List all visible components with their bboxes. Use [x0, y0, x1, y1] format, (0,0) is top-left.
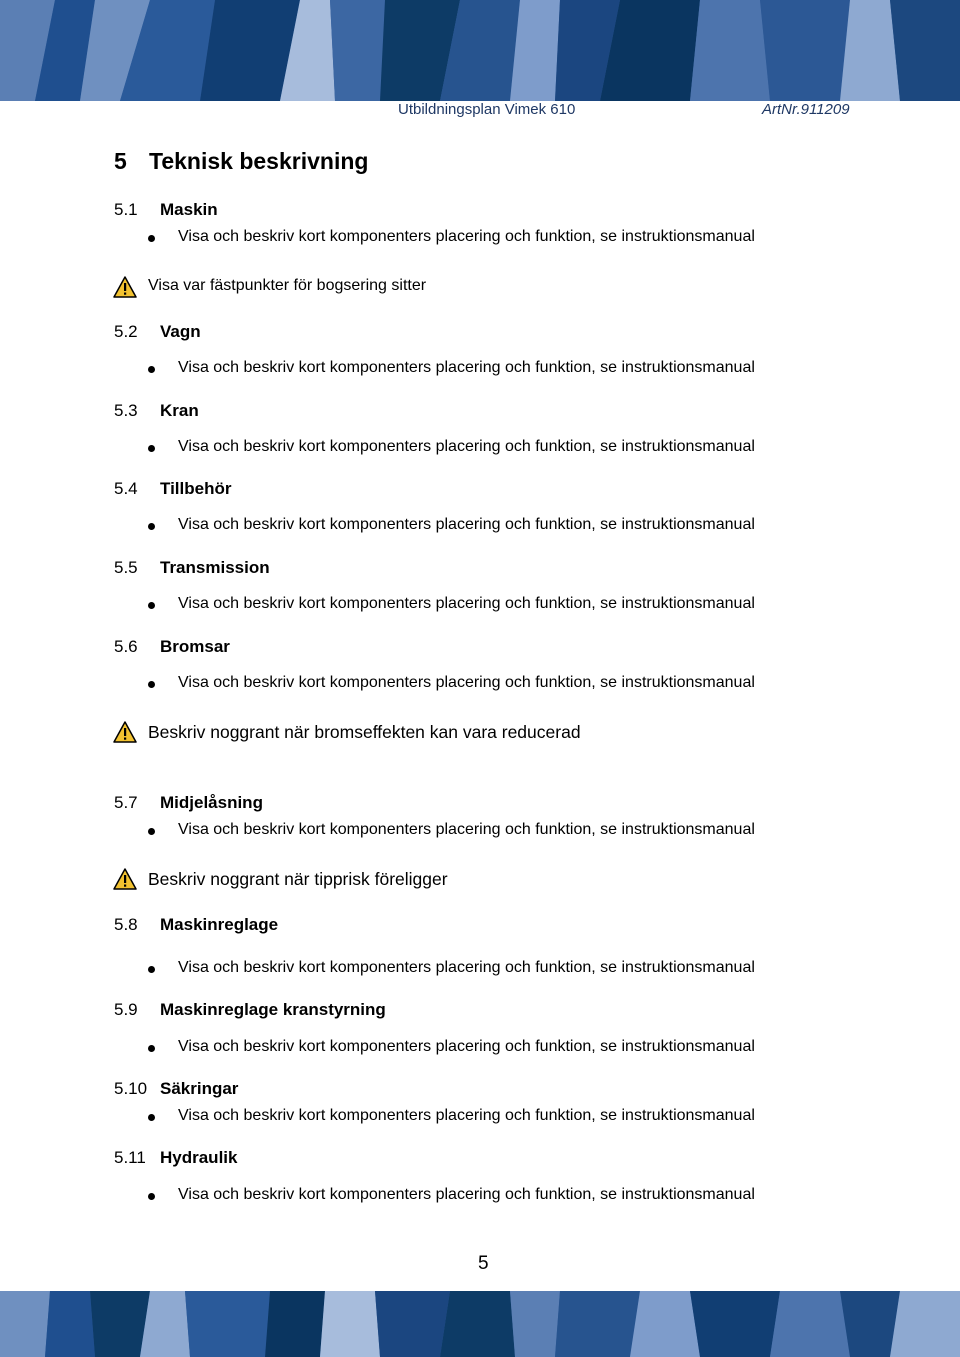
bullet-text: Visa och beskriv kort komponenters placering och funktion, se instruktionsmanual	[178, 674, 755, 691]
bullet-text: Visa och beskriv kort komponenters placering och funktion, se instruktionsmanual	[178, 1186, 755, 1203]
section-heading	[114, 637, 230, 657]
section-title: Kran	[160, 401, 199, 420]
section-heading	[114, 1000, 386, 1020]
chapter-heading	[114, 148, 368, 175]
bullet-text: Visa och beskriv kort komponenters placering och funktion, se instruktionsmanual	[178, 228, 755, 245]
page-number: 5	[478, 1253, 489, 1274]
section-number: 5.10	[114, 1079, 148, 1098]
section-number: 5.3	[114, 401, 138, 420]
bullet-dot-icon	[148, 1045, 155, 1052]
section-number: 5.11	[114, 1148, 146, 1167]
section-title: Tillbehör	[160, 479, 232, 498]
section-heading	[114, 1079, 238, 1099]
section-title: Maskinreglage kranstyrning	[160, 1000, 386, 1019]
section-title: Säkringar	[160, 1079, 239, 1098]
warning-triangle-icon	[113, 721, 137, 743]
bullet-text: Visa och beskriv kort komponenters placering och funktion, se instruktionsmanual	[178, 959, 755, 976]
section-number: 5.2	[114, 322, 138, 341]
warning-text: Beskriv noggrant när bromseffekten kan vara reducerad	[148, 722, 581, 742]
section-number: 5.4	[114, 479, 138, 498]
section-heading	[114, 479, 231, 499]
section-heading	[114, 200, 218, 220]
bullet-dot-icon	[148, 1193, 155, 1200]
section-number: 5.9	[114, 1000, 138, 1019]
section-title: Transmission	[160, 558, 270, 577]
warning-text: Beskriv noggrant när tipprisk föreligger	[148, 869, 448, 889]
bullet-dot-icon	[148, 602, 155, 609]
warning-triangle-icon	[113, 276, 137, 298]
section-heading	[114, 322, 201, 342]
section-title: Midjelåsning	[160, 793, 263, 812]
section-title: Bromsar	[160, 637, 230, 656]
bullet-dot-icon	[148, 828, 155, 835]
bullet-dot-icon	[148, 445, 155, 452]
header-decorative-band	[0, 0, 960, 101]
bullet-dot-icon	[148, 235, 155, 242]
section-number: 5.5	[114, 558, 138, 577]
section-heading	[114, 915, 278, 935]
section-heading	[114, 401, 199, 421]
chapter-title: Teknisk beskrivning	[149, 148, 369, 174]
bullet-text: Visa och beskriv kort komponenters placering och funktion, se instruktionsmanual	[178, 438, 755, 455]
bullet-dot-icon	[148, 366, 155, 373]
bullet-dot-icon	[148, 681, 155, 688]
section-number: 5.8	[114, 915, 138, 934]
bullet-text: Visa och beskriv kort komponenters placering och funktion, se instruktionsmanual	[178, 821, 755, 838]
footer-decorative-band	[0, 1291, 960, 1357]
bullet-dot-icon	[148, 966, 155, 973]
article-number: ArtNr.911209	[762, 101, 850, 118]
section-number: 5.6	[114, 637, 138, 656]
section-number: 5.7	[114, 793, 138, 812]
bullet-text: Visa och beskriv kort komponenters placering och funktion, se instruktionsmanual	[178, 359, 755, 376]
section-heading	[114, 1148, 237, 1168]
bullet-text: Visa och beskriv kort komponenters placering och funktion, se instruktionsmanual	[178, 1107, 755, 1124]
section-title: Maskin	[160, 200, 218, 219]
chapter-number: 5	[114, 148, 127, 174]
section-title: Maskinreglage	[160, 915, 279, 934]
bullet-dot-icon	[148, 1114, 155, 1121]
document-title: Utbildningsplan Vimek 610	[398, 101, 576, 118]
bullet-dot-icon	[148, 523, 155, 530]
warning-triangle-icon	[113, 868, 137, 890]
section-title: Hydraulik	[160, 1148, 238, 1167]
bullet-text: Visa och beskriv kort komponenters placering och funktion, se instruktionsmanual	[178, 516, 755, 533]
section-heading	[114, 793, 263, 813]
section-heading	[114, 558, 270, 578]
bullet-text: Visa och beskriv kort komponenters placering och funktion, se instruktionsmanual	[178, 1038, 755, 1055]
warning-text: Visa var fästpunkter för bogsering sitter	[148, 277, 427, 294]
bullet-text: Visa och beskriv kort komponenters placering och funktion, se instruktionsmanual	[178, 595, 755, 612]
section-number: 5.1	[114, 200, 138, 219]
section-title: Vagn	[160, 322, 201, 341]
